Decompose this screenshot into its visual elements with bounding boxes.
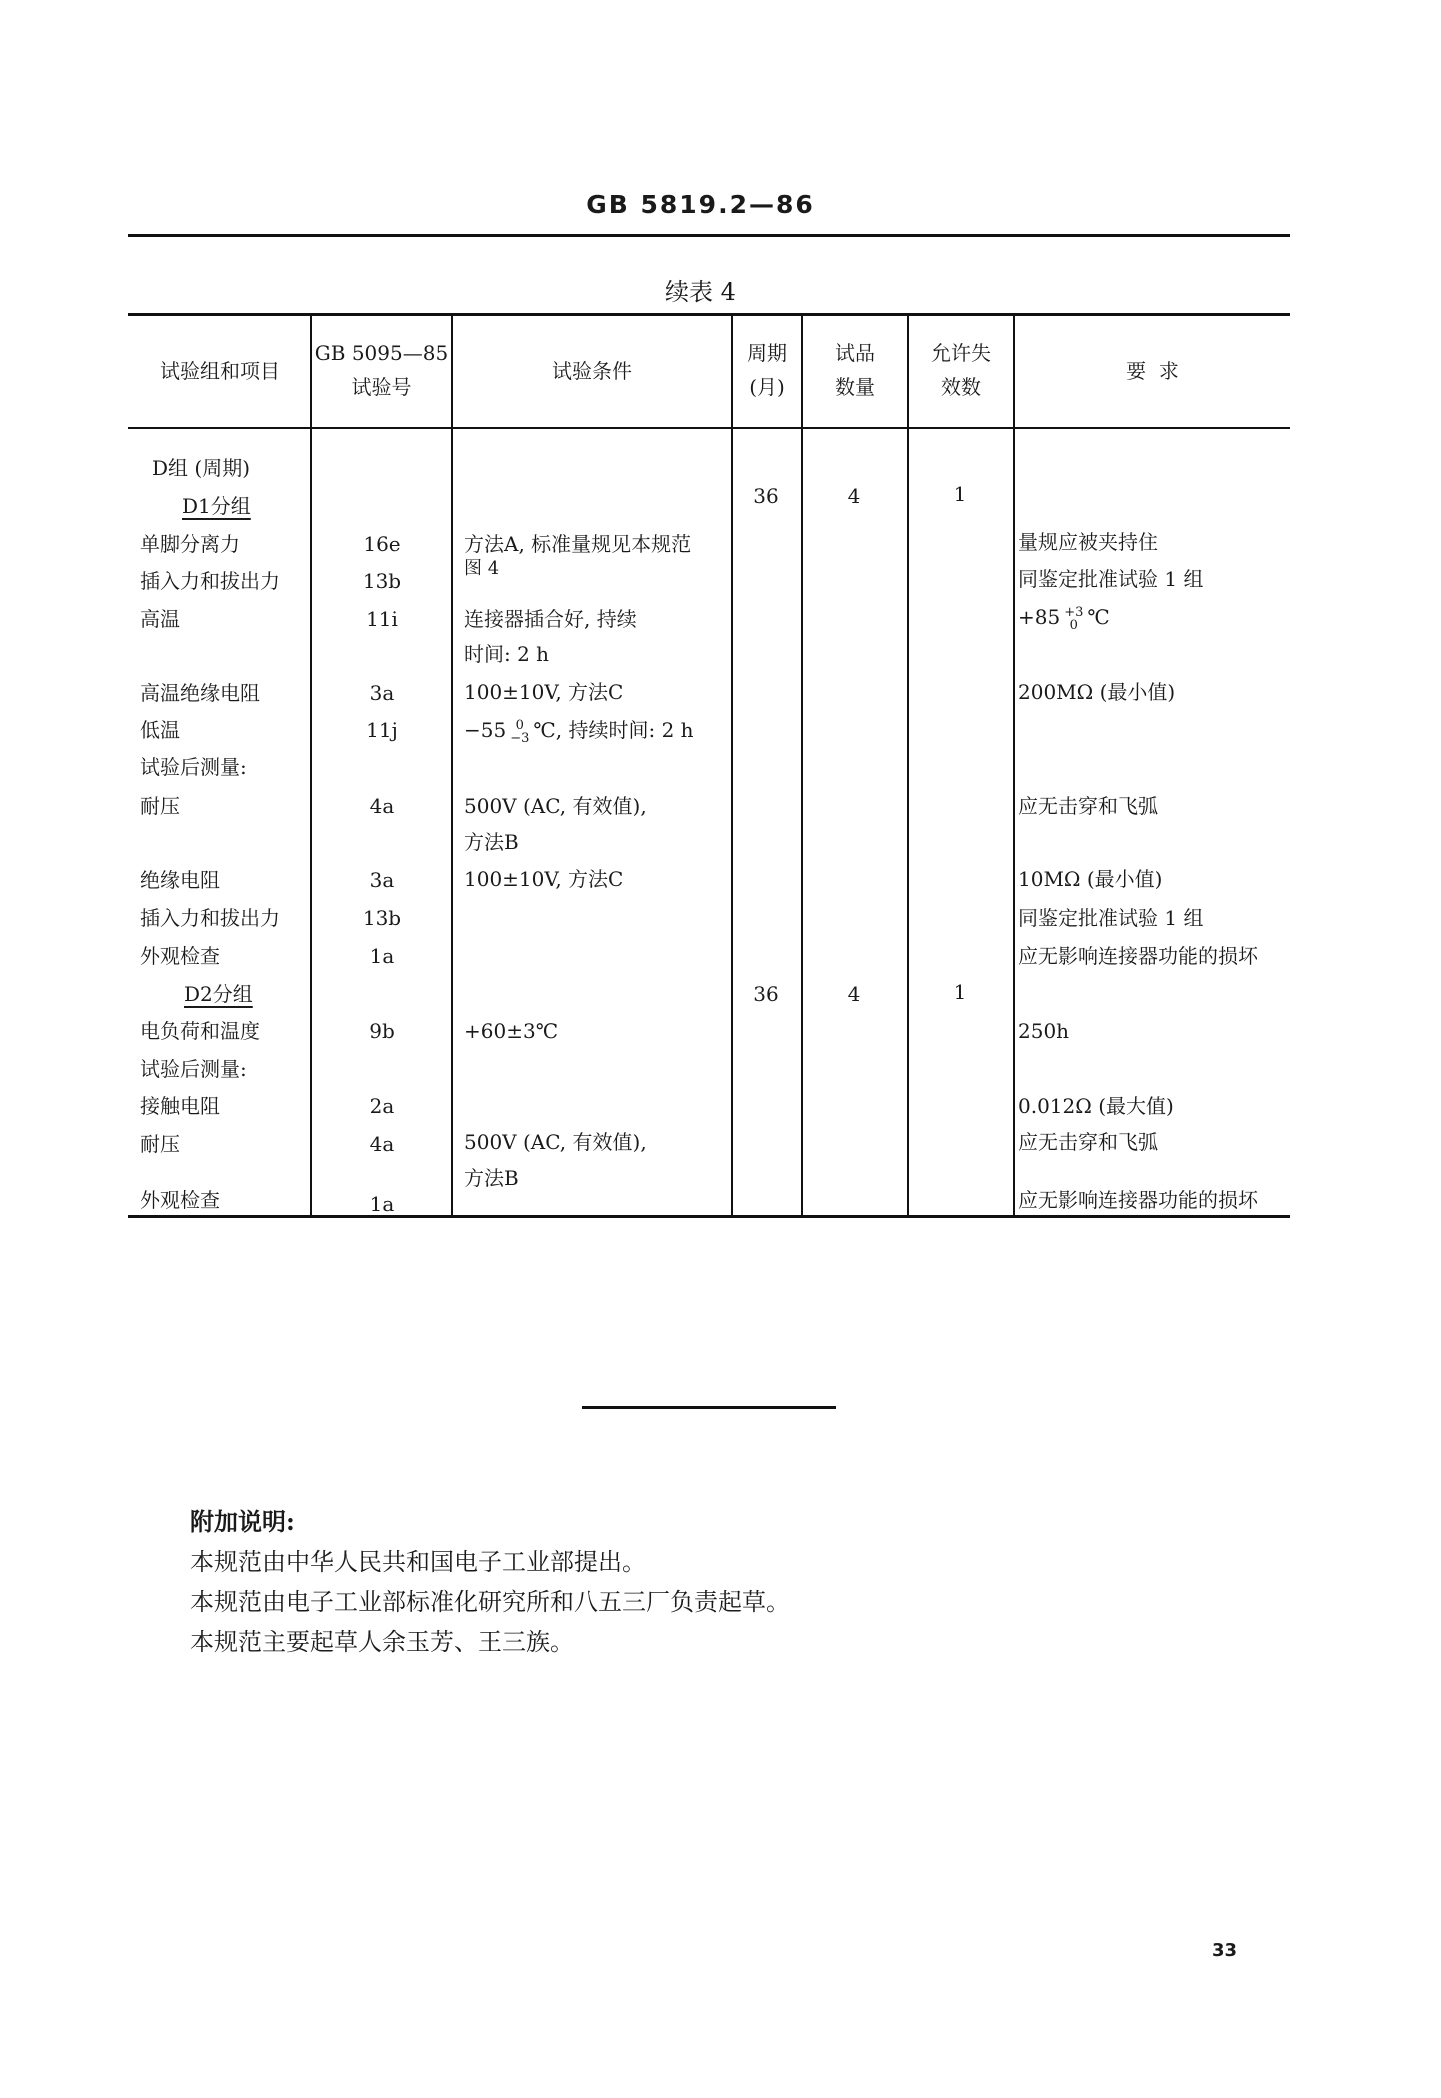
table-row-requirement: 应无击穿和飞弧: [1018, 794, 1158, 818]
d2-period: 36: [753, 982, 779, 1006]
table-row-requirement: 应无击穿和飞弧: [1018, 1130, 1158, 1154]
page-number: 33: [1212, 1940, 1238, 1961]
table-row-condition: 连接器插合好, 持续: [464, 607, 637, 631]
table-row-item: 插入力和拔出力: [140, 906, 280, 930]
table-row-test-no: 9b: [369, 1019, 395, 1043]
col-divider: [907, 314, 909, 1216]
d2-samples: 4: [847, 982, 861, 1006]
table-row-item: 试验后测量:: [140, 755, 247, 779]
table-row-requirement: 应无影响连接器功能的损坏: [1018, 1188, 1258, 1212]
d2-failures: 1: [953, 980, 967, 1004]
table-row-test-no: 4a: [369, 794, 395, 818]
d1-failures: 1: [953, 482, 967, 506]
table-row-item: 试验后测量:: [140, 1057, 247, 1081]
table-row-item: 外观检查: [140, 944, 220, 968]
table-row-condition: 500V (AC, 有效值),: [464, 1130, 647, 1154]
additional-notes: [190, 1502, 790, 1662]
table-row-condition: +60±3℃: [464, 1019, 559, 1043]
table-row-requirement: +85 +3 0 ℃: [1018, 604, 1110, 633]
col-header-samples: 试品 数量: [835, 341, 875, 399]
table-row-item: 外观检查: [140, 1188, 220, 1212]
table-row-test-no: 11j: [366, 718, 398, 742]
col-divider: [801, 314, 803, 1216]
d1-period: 36: [753, 484, 779, 508]
col-header-test-no: GB 5095—85 试验号: [314, 341, 449, 399]
table-row-requirement: 0.012Ω (最大值): [1018, 1094, 1174, 1118]
table-row-test-no: 13b: [362, 906, 402, 930]
table-row-condition: −55 0 −3 ℃, 持续时间: 2 h: [464, 717, 694, 746]
table-top-rule: [128, 313, 1290, 316]
subgroup-d2-heading: D2分组: [184, 982, 253, 1006]
col-divider: [451, 314, 453, 1216]
col-divider: [731, 314, 733, 1216]
table-caption: 续表 4: [665, 278, 736, 306]
table-row-condition: 时间: 2 h: [464, 642, 550, 666]
table-row-item: 插入力和拔出力: [140, 569, 280, 593]
table-row-item: 耐压: [140, 1132, 180, 1156]
table-row-requirement: 量规应被夹持住: [1018, 530, 1158, 554]
col-header-requirement: 要 求: [1126, 359, 1179, 383]
table-row-test-no: 2a: [369, 1094, 395, 1118]
table-row-item: 高温: [140, 607, 180, 631]
table-row-test-no: 1a: [369, 944, 395, 968]
notes-line: 本规范主要起草人余玉芳、王三族。: [190, 1628, 574, 1656]
col-divider: [310, 314, 312, 1216]
table-row-item: 低温: [140, 718, 180, 742]
table-row-test-no: 4a: [369, 1132, 395, 1156]
notes-line: 本规范由电子工业部标准化研究所和八五三厂负责起草。: [190, 1588, 790, 1616]
table-row-test-no: 1a: [369, 1192, 395, 1216]
table-row-test-no: 16e: [363, 532, 401, 556]
table-row-item: 单脚分离力: [140, 532, 240, 556]
col-header-failures: 允许失 效数: [931, 341, 991, 399]
table-row-test-no: 11i: [366, 607, 398, 631]
table-row-requirement: 200MΩ (最小值): [1018, 680, 1176, 704]
subgroup-d1-heading: D1分组: [182, 494, 251, 518]
group-d-heading: D组 (周期): [152, 456, 250, 480]
col-divider: [1013, 314, 1015, 1216]
header-rule: [128, 234, 1290, 237]
table-row-condition: 方法B: [464, 1166, 519, 1190]
notes-line: 本规范由中华人民共和国电子工业部提出。: [190, 1548, 646, 1576]
table-row-test-no: 3a: [369, 868, 395, 892]
table-row-item: 耐压: [140, 794, 180, 818]
d1-samples: 4: [847, 484, 861, 508]
notes-title: 附加说明:: [190, 1507, 295, 1536]
standard-code: GB 5819.2—86: [586, 190, 815, 219]
table-row-item: 电负荷和温度: [140, 1019, 260, 1043]
table-row-item: 接触电阻: [140, 1094, 220, 1118]
col-header-period: 周期 (月): [747, 341, 787, 399]
table-row-test-no: 3a: [369, 681, 395, 705]
table-row-condition: 方法B: [464, 830, 519, 854]
col-header-condition: 试验条件: [552, 359, 632, 383]
table-row-condition: 100±10V, 方法C: [464, 867, 624, 891]
table-row-condition: 图 4: [464, 558, 500, 579]
table-row-condition: 100±10V, 方法C: [464, 680, 624, 704]
table-row-condition: 500V (AC, 有效值),: [464, 794, 647, 818]
table-row-requirement: 应无影响连接器功能的损坏: [1018, 944, 1258, 968]
header-bottom-rule: [128, 427, 1290, 429]
table-row-requirement: 同鉴定批准试验 1 组: [1018, 567, 1204, 591]
table-row-requirement: 10MΩ (最小值): [1018, 867, 1163, 891]
col-header-item: 试验组和项目: [160, 359, 280, 383]
section-separator: [582, 1406, 836, 1409]
table-row-test-no: 13b: [362, 569, 402, 593]
table-row-requirement: 250h: [1018, 1019, 1070, 1043]
table-bottom-rule: [128, 1215, 1290, 1218]
table-row-item: 绝缘电阻: [140, 868, 220, 892]
table-row-requirement: 同鉴定批准试验 1 组: [1018, 906, 1204, 930]
table-row-item: 高温绝缘电阻: [140, 681, 260, 705]
table-row-condition: 方法A, 标准量规见本规范: [464, 532, 692, 556]
